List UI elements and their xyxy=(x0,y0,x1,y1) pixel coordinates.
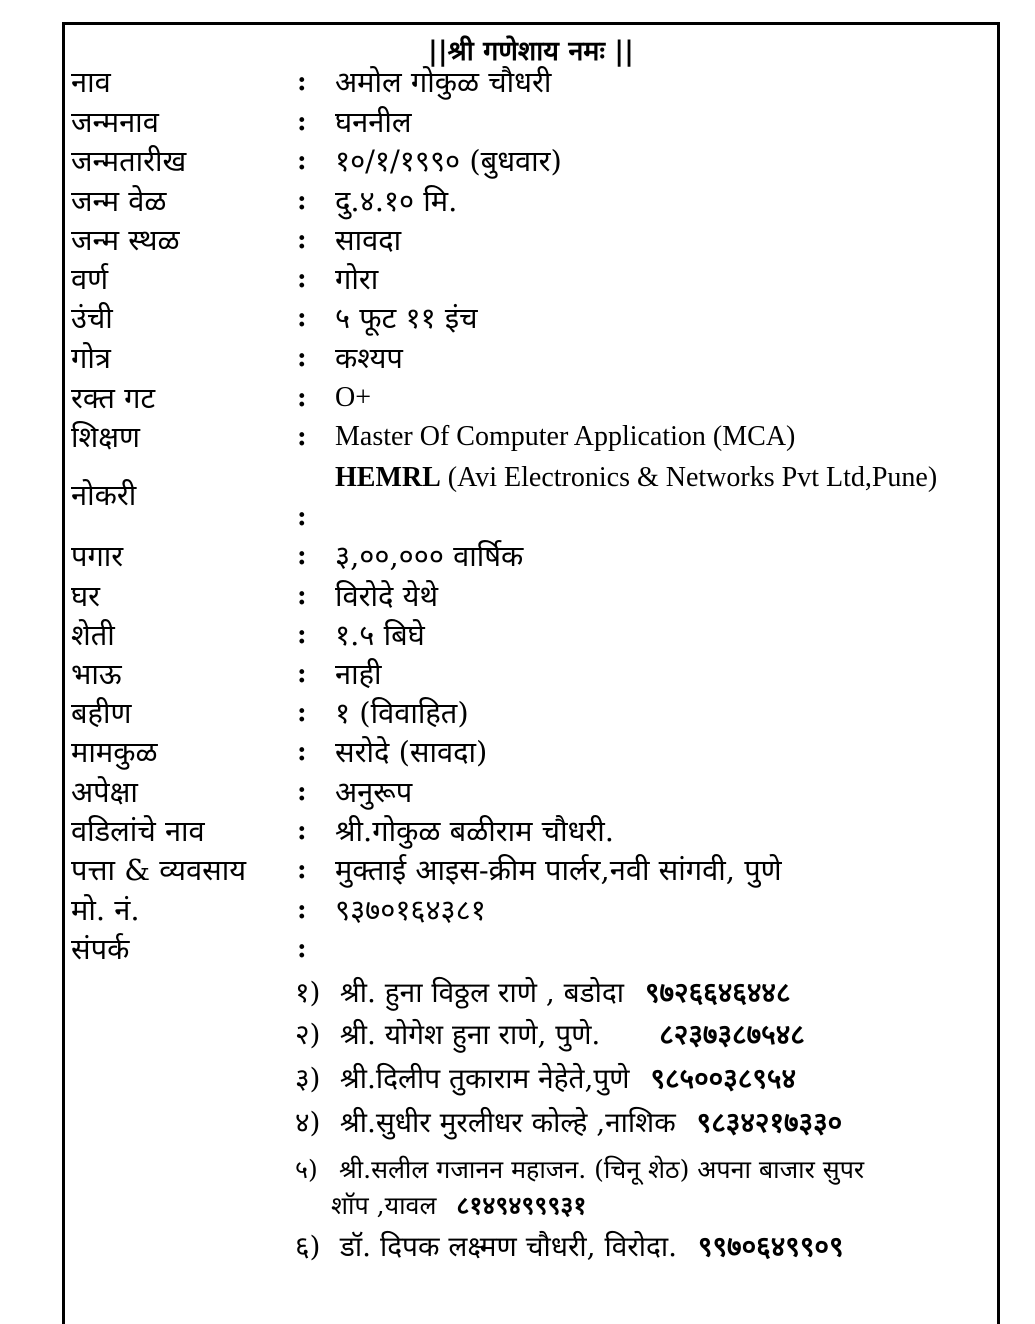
field-colon: : xyxy=(297,777,307,807)
field-height xyxy=(65,299,997,339)
contact-name: श्री.सुधीर मुरलीधर कोल्हे ,नाशिक xyxy=(339,1106,676,1139)
field-value: ९३७०१६४३८१ xyxy=(335,893,486,927)
field-value xyxy=(335,458,985,498)
field-value: ५ फूट ११ इंच xyxy=(335,301,478,335)
field-label: उंची xyxy=(71,301,113,335)
field-value: सरोदे (सावदा) xyxy=(335,735,488,769)
contact-phone: ९९७०६४९९०९ xyxy=(697,1230,844,1263)
field-label: अपेक्षा xyxy=(71,775,138,809)
field-label: पगार xyxy=(71,539,124,573)
field-colon: : xyxy=(297,541,307,571)
contact-phone: ८१४९४९९९३१ xyxy=(456,1191,587,1220)
field-label: मामकुळ xyxy=(71,735,158,769)
contact-item xyxy=(295,1227,844,1267)
field-expectation xyxy=(65,773,997,813)
field-colon: : xyxy=(297,107,307,137)
field-value: सावदा xyxy=(335,223,402,257)
contact-name: श्री. योगेश हुना राणे, पुणे. xyxy=(339,1018,601,1051)
field-colon: : xyxy=(297,855,307,885)
field-value: मुक्ताई आइस-क्रीम पार्लर,नवी सांगवी, पुणे xyxy=(335,853,782,887)
field-value: नाही xyxy=(335,657,382,691)
field-value: दु.४.१० मि. xyxy=(335,184,458,218)
field-birth-date xyxy=(65,142,997,182)
contact-name: श्री.दिलीप तुकाराम नेहेते,पुणे xyxy=(339,1062,630,1095)
field-label: घर xyxy=(71,579,101,613)
field-salary xyxy=(65,537,997,577)
field-value: विरोदे येथे xyxy=(335,579,438,613)
field-brother xyxy=(65,655,997,695)
field-value: अमोल गोकुळ चौधरी xyxy=(335,65,552,99)
contact-place: शॉप ,यावल xyxy=(331,1191,437,1220)
field-colon: : xyxy=(297,422,307,452)
field-value: Master Of Computer Application (MCA) xyxy=(335,421,796,452)
field-farm xyxy=(65,616,997,656)
field-label: पत्ता & व्यवसाय xyxy=(71,853,247,887)
field-label: नोकरी xyxy=(71,478,137,512)
field-colon: : xyxy=(297,620,307,650)
field-label: वडिलांचे नाव xyxy=(71,814,205,848)
document-frame xyxy=(62,22,1000,1324)
field-label: रक्त गट xyxy=(71,381,156,415)
field-label: मो. नं. xyxy=(71,893,140,927)
field-label: जन्मनाव xyxy=(71,105,159,139)
contact-phone: ९७२६६४६४४८ xyxy=(644,976,791,1009)
field-birth-place xyxy=(65,221,997,261)
field-colon: : xyxy=(297,502,307,532)
job-company: HEMRL xyxy=(335,462,441,493)
field-label: गोत्र xyxy=(71,341,111,375)
contact-name: श्री.सलील गजानन महाजन. (चिनू शेठ) अपना बाजार सुपर xyxy=(338,1155,865,1184)
field-contact xyxy=(65,930,997,970)
field-label: जन्म स्थळ xyxy=(71,223,180,257)
field-complexion xyxy=(65,260,997,300)
field-label: नाव xyxy=(71,65,111,99)
field-colon: : xyxy=(297,146,307,176)
contact-number: ४) xyxy=(295,1106,321,1139)
field-father-name xyxy=(65,812,997,852)
field-label: संपर्क xyxy=(71,932,130,966)
field-colon: : xyxy=(297,225,307,255)
contact-number: ३) xyxy=(295,1062,321,1095)
field-colon: : xyxy=(297,264,307,294)
field-value: १ (विवाहित) xyxy=(335,696,469,730)
field-colon: : xyxy=(297,934,307,964)
contact-phone: ८२३७३८७५४८ xyxy=(659,1018,805,1051)
field-value: घननील xyxy=(335,105,412,139)
contact-number: ५) xyxy=(295,1155,318,1184)
field-birth-time xyxy=(65,182,997,222)
page-title: ||श्री गणेशाय नमः || xyxy=(428,36,634,67)
contact-number: ६) xyxy=(295,1230,321,1263)
field-value: अनुरूप xyxy=(335,775,413,809)
field-colon: : xyxy=(297,698,307,728)
field-label: जन्मतारीख xyxy=(71,144,187,178)
contact-phone: ९८३४२१७३३० xyxy=(696,1106,843,1139)
field-birth-name xyxy=(65,103,997,143)
contact-phone: ९८५००३८९५४ xyxy=(650,1062,797,1095)
field-address-business xyxy=(65,851,997,891)
contact-name: श्री. हुना विठ्ठल राणे , बडोदा xyxy=(339,976,625,1009)
field-value: १०/१/१९९० (बुधवार) xyxy=(335,144,562,178)
contact-item xyxy=(295,1103,842,1143)
field-colon: : xyxy=(297,659,307,689)
contact-number: १) xyxy=(295,976,321,1009)
field-label: बहीण xyxy=(71,696,132,730)
field-label: शेती xyxy=(71,618,115,652)
field-value: १.५ बिघे xyxy=(335,618,425,652)
field-blood-group xyxy=(65,379,997,419)
field-maternal-family xyxy=(65,733,997,773)
field-colon: : xyxy=(297,737,307,767)
contact-item xyxy=(295,1015,805,1055)
field-colon: : xyxy=(297,186,307,216)
contact-item xyxy=(295,973,791,1013)
field-label: वर्ण xyxy=(71,262,109,296)
field-colon: : xyxy=(297,895,307,925)
field-value: कश्यप xyxy=(335,341,403,375)
field-value: O+ xyxy=(335,382,372,413)
field-colon: : xyxy=(297,383,307,413)
field-colon: : xyxy=(297,581,307,611)
contact-item xyxy=(295,1152,985,1224)
contact-item xyxy=(295,1059,796,1099)
field-label: शिक्षण xyxy=(71,420,140,454)
field-value: श्री.गोकुळ बळीराम चौधरी. xyxy=(335,814,615,848)
field-value: गोरा xyxy=(335,262,379,296)
field-value: ३,००,००० वार्षिक xyxy=(335,539,524,573)
field-name xyxy=(65,63,997,103)
field-job xyxy=(65,458,997,538)
field-colon: : xyxy=(297,816,307,846)
field-education xyxy=(65,418,997,458)
field-gotra xyxy=(65,339,997,379)
field-sister xyxy=(65,694,997,734)
field-house xyxy=(65,577,997,617)
contact-number: २) xyxy=(295,1018,321,1051)
job-detail: (Avi Electronics & Networks Pvt Ltd,Pune) xyxy=(447,462,938,493)
contact-name-continued xyxy=(295,1188,985,1224)
field-colon: : xyxy=(297,303,307,333)
field-mobile xyxy=(65,891,997,931)
field-label: जन्म वेळ xyxy=(71,184,167,218)
field-colon: : xyxy=(297,343,307,373)
field-colon: : xyxy=(297,67,307,97)
contact-name: डॉ. दिपक लक्ष्मण चौधरी, विरोदा. xyxy=(339,1230,678,1263)
field-label: भाऊ xyxy=(71,657,122,691)
